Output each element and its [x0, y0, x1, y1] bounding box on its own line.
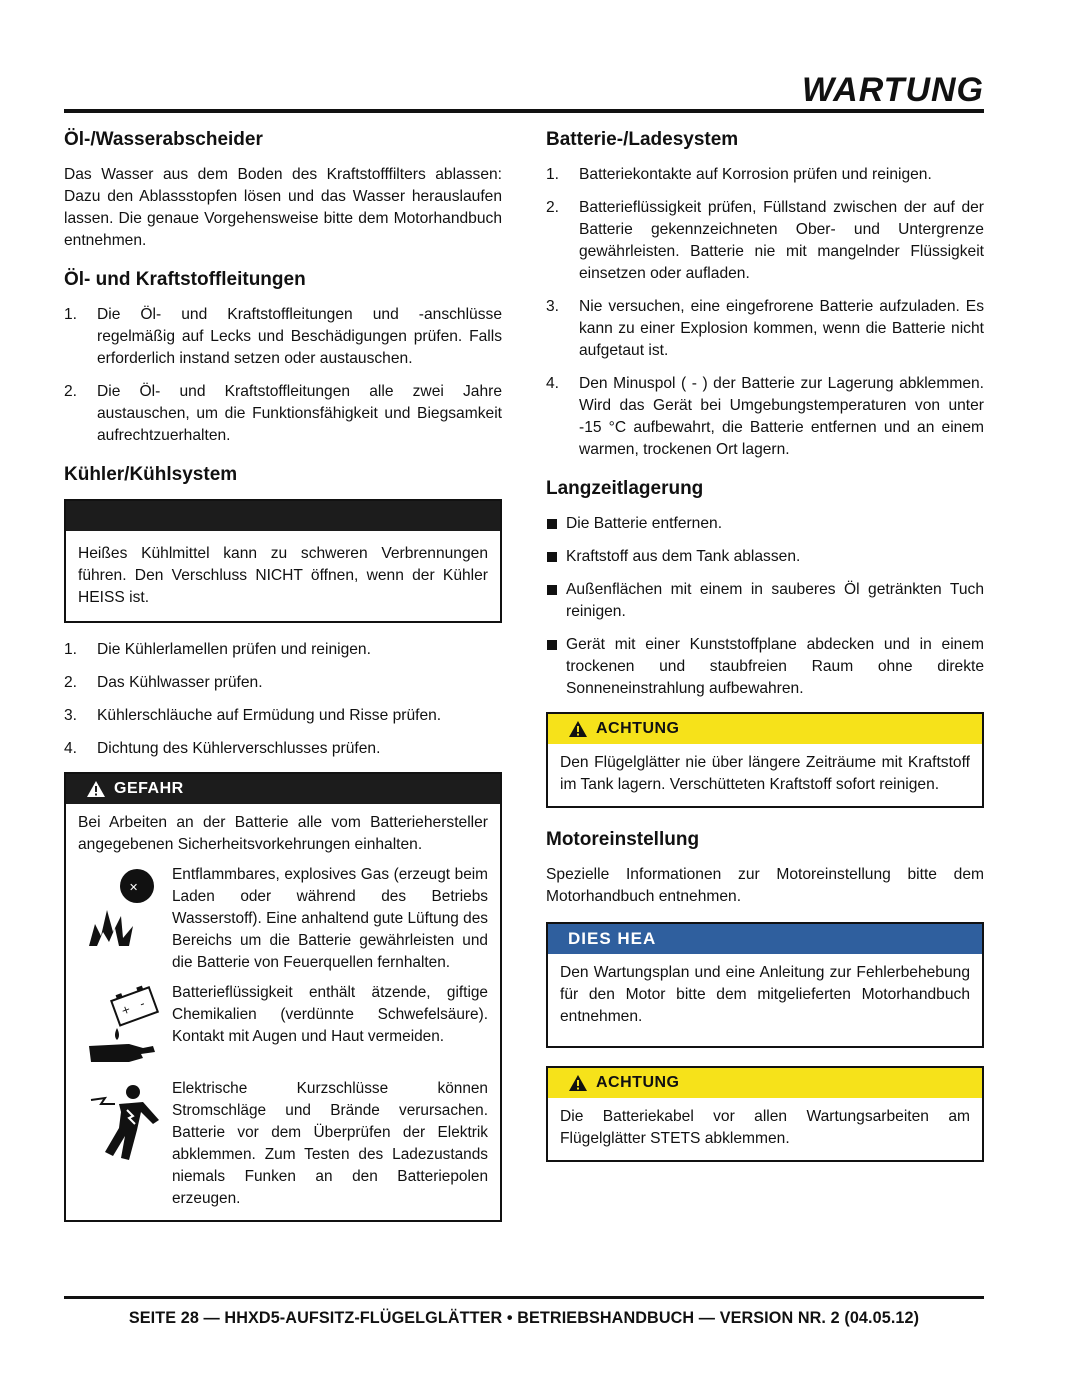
coolant-warning-box	[64, 499, 502, 623]
section-heading: Motoreinstellung	[546, 829, 700, 850]
section-heading: Kühler/Kühlsystem	[64, 464, 238, 485]
section-text: Das Wasser aus dem Boden des Kraftstofffilters ablassen: Dazu den Ablassstopfen lösen und das Wasser herauslaufen lassen. Die genaue Vorgehensweise bitte dem Motorhandbuch entnehmen.	[64, 166, 502, 249]
numbered-list	[64, 639, 502, 760]
numbered-list	[64, 304, 502, 447]
hazard-text: Elektrische Kurzschlüsse können Stromschläge und Brände verursachen. Batterie vor dem Überprüfen der Elektrik abklemmen. Zum Testen des Ladezustands niemals Funken an den Batteriepolen erzeugen.	[172, 1080, 488, 1207]
caution-box	[546, 712, 984, 808]
bullet-square-icon	[547, 519, 557, 529]
hazard-text: Entflammbares, explosives Gas (erzeugt beim Laden oder während des Betriebs Wasserstoff). Eine anhaltend gute Lüftung des Bereichs um die Batterie gewährleisten und die Batterie von Feuerquellen fernhalten.	[172, 866, 488, 971]
bullet-square-icon	[547, 585, 557, 595]
right-column	[546, 118, 984, 1178]
list-item: 3. Nie versuchen, eine eingefrorene Batterie aufzuladen. Es kann zu einer Explosion kommen, wenn die Batterie nicht aufgetaut ist.	[546, 298, 984, 359]
left-column	[64, 118, 502, 1238]
list-item: 1. Die Kühlerlamellen prüfen und reinigen.	[64, 641, 371, 658]
list-item: 2. Das Kühlwasser prüfen.	[64, 674, 263, 691]
warning-triangle-icon	[568, 1074, 588, 1092]
svg-text:✕: ✕	[129, 881, 139, 894]
svg-text:+: +	[119, 1002, 133, 1018]
hazard-row	[78, 864, 488, 974]
acid-burn-icon	[83, 984, 167, 1068]
caution-label: ACHTUNG	[596, 720, 680, 737]
warning-text: Heißes Kühlmittel kann zu schweren Verbrennungen führen. Den Verschluss NICHT öffnen, wenn der Kühler HEISS ist.	[78, 545, 488, 606]
list-item: Gerät mit einer Kunststoffplane abdecken und in einem trockenen und staubfreien Raum ohne direkte Sonneneinstrahlung aufbewahren.	[546, 634, 984, 700]
list-item: Kraftstoff aus dem Tank ablassen.	[546, 546, 984, 568]
note-text: Den Wartungsplan und eine Anleitung zur Fehlerbehebung für den Motor bitte dem mitgelieferten Motorhandbuch entnehmen.	[560, 964, 970, 1025]
section-text: Spezielle Informationen zur Motoreinstellung bitte dem Motorhandbuch entnehmen.	[546, 866, 984, 905]
danger-header	[66, 774, 500, 804]
list-item: 1. Batteriekontakte auf Korrosion prüfen und reinigen.	[546, 166, 932, 183]
caution-header	[548, 1068, 982, 1098]
warning-header-bar	[66, 501, 500, 531]
list-item: 4. Dichtung des Kühlerverschlusses prüfen.	[64, 740, 381, 757]
page-footer: SEITE 28 — HHXD5-AUFSITZ-FLÜGELGLÄTTER • BETRIEBSHANDBUCH — VERSION NR. 2 (04.05.12)	[128, 1309, 920, 1327]
section-heading: Batterie-/Ladesystem	[546, 129, 739, 150]
danger-box	[64, 772, 502, 1222]
bullet-square-icon	[547, 640, 557, 650]
title-divider	[64, 109, 984, 113]
caution-box	[546, 1066, 984, 1162]
danger-intro: Bei Arbeiten an der Batterie alle vom Batteriehersteller angegebenen Sicherheitsvorkehrungen einhalten.	[78, 814, 488, 853]
warning-triangle-icon	[568, 720, 588, 738]
caution-label: ACHTUNG	[596, 1074, 680, 1091]
list-item: 1. Die Öl- und Kraftstoffleitungen und -anschlüsse regelmäßig auf Lecks und Beschädigungen prüfen. Falls erforderlich instand setzen oder austauschen.	[64, 306, 502, 367]
caution-header	[548, 714, 982, 744]
danger-label: GEFAHR	[114, 780, 184, 797]
section-heading: Öl-/Wasserabscheider	[64, 129, 263, 150]
svg-text:-: -	[137, 996, 147, 1011]
bullet-square-icon	[547, 552, 557, 562]
danger-body	[66, 804, 500, 1220]
hazard-row	[78, 982, 488, 1070]
list-item: Außenflächen mit einem in sauberes Öl getränkten Tuch reinigen.	[546, 579, 984, 623]
bullet-list	[546, 513, 984, 700]
caution-text: Die Batteriekabel vor allen Wartungsarbeiten am Flügelglätter STETS abklemmen.	[560, 1108, 970, 1147]
list-item: Die Batterie entfernen.	[546, 513, 984, 535]
explosion-icon	[83, 866, 167, 950]
section-heading: Öl- und Kraftstoffleitungen	[64, 269, 306, 290]
section-heading: Langzeitlagerung	[546, 478, 704, 499]
caution-text: Den Flügelglätter nie über längere Zeiträume mit Kraftstoff im Tank lagern. Verschütteten Kraftstoff sofort reinigen.	[560, 754, 970, 793]
footer-divider	[64, 1296, 984, 1299]
list-item: 3. Kühlerschläuche auf Ermüdung und Risse prüfen.	[64, 707, 442, 724]
page-title: WARTUNG	[801, 71, 984, 109]
note-header	[548, 924, 982, 954]
list-item: 2. Batterieflüssigkeit prüfen, Füllstand zwischen der auf der Batterie gekennzeichneten Ober- und Untergrenze gewährleisten. Batterie nie mit mangelnder Flüssigkeit einsetzen oder aufladen.	[546, 199, 984, 282]
note-label: DIES HEA	[568, 929, 657, 948]
warning-triangle-icon	[86, 780, 106, 798]
electric-shock-icon	[83, 1080, 167, 1164]
numbered-list	[546, 164, 984, 461]
note-box	[546, 922, 984, 1048]
hazard-row	[78, 1078, 488, 1210]
list-item: 2. Die Öl- und Kraftstoffleitungen alle zwei Jahre austauschen, um die Funktionsfähigkeit und Biegsamkeit aufrechtzuerhalten.	[64, 383, 502, 444]
hazard-text: Batterieflüssigkeit enthält ätzende, giftige Chemikalien (verdünnte Schwefelsäure). Kontakt mit Augen und Haut vermeiden.	[172, 984, 488, 1045]
list-item: 4. Den Minuspol ( - ) der Batterie zur Lagerung abklemmen. Wird das Gerät bei Umgebungstemperaturen von unter -15 °C aufbewahrt, die Batterie entfernen und an einem warmen, trockenen Ort lagern.	[546, 375, 984, 458]
